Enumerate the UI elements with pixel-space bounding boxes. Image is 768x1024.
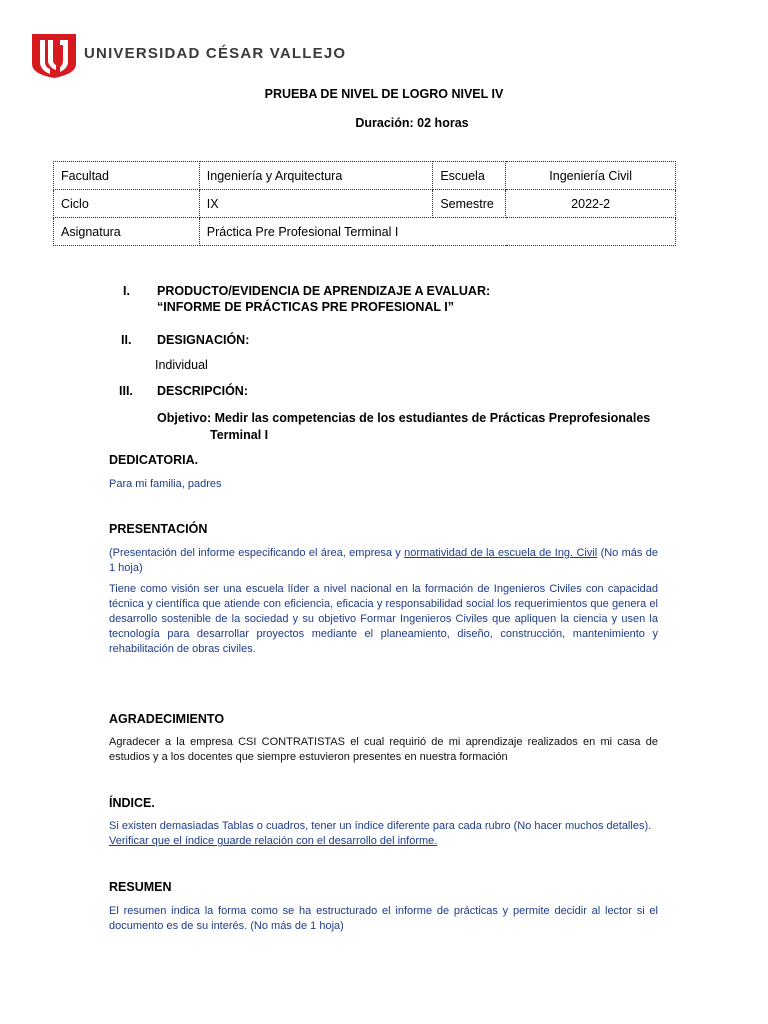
document-title: PRUEBA DE NIVEL DE LOGRO NIVEL IV bbox=[264, 87, 504, 101]
resumen-heading: RESUMEN bbox=[109, 880, 172, 894]
presentacion-note-prefix: (Presentación del informe especificando el área, empresa y bbox=[109, 547, 405, 559]
document-duration: Duración: 02 horas bbox=[355, 116, 469, 130]
indice-body-link[interactable]: Verificar que el índice guarde relación con el desarrollo del informe. bbox=[109, 835, 438, 847]
presentacion-heading: PRESENTACIÓN bbox=[109, 522, 208, 536]
semestre-label: Semestre bbox=[433, 190, 506, 218]
asignatura-label: Asignatura bbox=[54, 218, 200, 246]
section-2-title: DESIGNACIÓN: bbox=[157, 333, 250, 347]
dedicatoria-text: Para mi familia, padres bbox=[109, 478, 222, 490]
section-3-objective-line1: Objetivo: Medir las competencias de los estudiantes de Prácticas Preprofesionales bbox=[157, 411, 651, 425]
escuela-value: Ingeniería Civil bbox=[506, 162, 676, 190]
dedicatoria-heading: DEDICATORIA. bbox=[109, 453, 199, 467]
indice-heading: ÍNDICE. bbox=[109, 796, 155, 810]
presentacion-note-suffix: (No más de 1 hoja) bbox=[109, 547, 658, 574]
ciclo-value: IX bbox=[199, 190, 433, 218]
table-row bbox=[54, 162, 676, 190]
presentacion-note-link[interactable]: normatividad de la escuela de Ing. Civil bbox=[404, 547, 598, 559]
presentacion-body: Tiene como visión ser una escuela líder a nivel nacional en la formación de Ingenieros Civiles con capacidad técnica y científica que atiende con eficiencia, eficacia y responsabilidad social los requerimientos que genera el desarrollo sostenible de la sociedad y su objetivo Formar Ingenieros Civiles que apliquen la ciencia y usen la tecnología para desarrollar proyectos mediante el planeamiento, diseño, construcción, mantenimiento y rehabilitación de obras civiles. bbox=[109, 583, 658, 655]
section-2-value: Individual bbox=[155, 358, 208, 372]
section-3-objective-line2: Terminal I bbox=[210, 428, 269, 442]
agradecimiento-heading: AGRADECIMIENTO bbox=[109, 712, 225, 726]
ciclo-label: Ciclo bbox=[54, 190, 200, 218]
university-name: UNIVERSIDAD CÉSAR VALLEJO bbox=[84, 45, 347, 62]
presentacion-note bbox=[109, 546, 658, 576]
section-1-subtitle: “INFORME DE PRÁCTICAS PRE PROFESIONAL I” bbox=[157, 300, 455, 314]
section-3-title: DESCRIPCIÓN: bbox=[157, 384, 248, 398]
university-logo bbox=[32, 34, 76, 78]
info-table bbox=[53, 161, 676, 246]
section-1-title: PRODUCTO/EVIDENCIA DE APRENDIZAJE A EVALUAR: bbox=[157, 284, 491, 298]
asignatura-value: Práctica Pre Profesional Terminal I bbox=[199, 218, 675, 246]
semestre-value: 2022-2 bbox=[506, 190, 676, 218]
agradecimiento-body: Agradecer a la empresa CSI CONTRATISTAS el cual requirió de mi aprendizaje realizados en mi casa de estudios y a los docentes que siempre estuvieron presentes en nuestra formación bbox=[109, 736, 658, 763]
resumen-body: El resumen indica la forma como se ha estructurado el informe de prácticas y permite decidir al lector si el documento es de su interés. (No más de 1 hoja) bbox=[109, 905, 658, 932]
section-2-number: II. bbox=[121, 333, 132, 347]
section-1-number: I. bbox=[123, 284, 130, 298]
facultad-value: Ingeniería y Arquitectura bbox=[199, 162, 433, 190]
table-row bbox=[54, 218, 676, 246]
table-row bbox=[54, 190, 676, 218]
facultad-label: Facultad bbox=[54, 162, 200, 190]
section-3-number: III. bbox=[119, 384, 133, 398]
indice-body-text: Si existen demasiadas Tablas o cuadros, tener un índice diferente para cada rubro (No hacer muchos detalles). bbox=[109, 820, 652, 832]
escuela-label: Escuela bbox=[433, 162, 506, 190]
indice-body bbox=[109, 819, 658, 849]
